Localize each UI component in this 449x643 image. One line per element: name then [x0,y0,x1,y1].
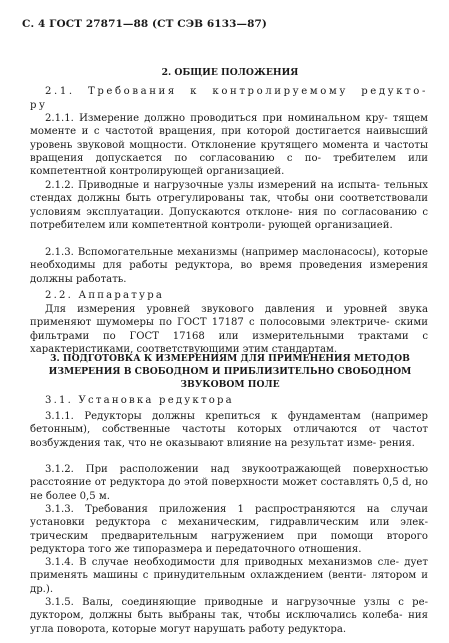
subsection-3-1-title: 3.1. Установка редуктора [45,395,234,406]
section-2-title: 2. ОБЩИЕ ПОЛОЖЕНИЯ [161,67,299,78]
section-3-title-line-1: 3. ПОДГОТОВКА К ИЗМЕРЕНИЯМ ДЛЯ ПРИМЕНЕНИЯ МЕТОДОВ [50,353,410,364]
paragraph-3-1-4: 3.1.4. В случае необходимости для приводных механизмов сле- дует применять машины с принудительным охлаждением (венти- лятором и др.). [30,557,428,595]
paragraph-3-1-1: 3.1.1. Редукторы должны крепиться к фундаментам (например бетонным), собственные частоты которых отличаются от частот возбуждения так, что не оказывают влияние на результат изме- рения. [30,411,428,449]
paragraph-3-1-2: 3.1.2. При расположении над звукоотражающей поверхностью расстояние от редуктора до этой поверхности может составлять 0,5 d, но не более 0,5 м. [30,464,428,502]
paragraph-3-1-5: 3.1.5. Валы, соединяющие приводные и нагрузочные узлы с ре- дуктором, должны быть выбраны так, чтобы исключались колеба- ния угла поворота, которые могут нарушать работу редуктора. [30,597,428,635]
paragraph-3-1-3: 3.1.3. Требования приложения 1 распространяются на случаи установки редуктора с механическим, гидравлическим или элек- трическим предварительным нагружением при помощи второго редуктора того же типоразмера и передаточного отношения. [30,504,428,555]
paragraph-2-2: Для измерения уровней звукового давления и уровней звука применяют шумомеры по ГОСТ 17187 с полосовыми электриче- скими фильтрами по ГОСТ 17168 или измерительными трактами с характеристиками, соответствующими этим стандартам. [30,304,428,355]
subsection-2-1-title: 2.1. Требования к контролируемому редукто- [45,86,428,97]
page-header: С. 4 ГОСТ 27871—88 (СТ СЭВ 6133—87) [22,18,267,30]
paragraph-2-1-1: 2.1.1. Измерение должно проводиться при номинальном кру- тящем моменте и с частотой вращения, при которой достигается наивысший уровень звуковой мощности. Отклонение крутящего момента и частоты вращения допускается по согласованию с по- требителем или компетентной контролирующей организацией. [30,113,428,178]
paragraph-2-1-3: 2.1.3. Вспомогательные механизмы (например маслонасосы), которые необходимы для работы редуктора, во время проведения измерения должны работать. [30,247,428,285]
section-3-title-line-3: ЗВУКОВОМ ПОЛЕ [180,379,280,390]
section-3-title-line-2: ИЗМЕРЕНИЯ В СВОБОДНОМ И ПРИБЛИЗИТЕЛЬНО СВОБОДНОМ [48,366,412,377]
subsection-2-2-title: 2.2. Аппаратура [45,290,165,301]
paragraph-2-1-2: 2.1.2. Приводные и нагрузочные узлы измерений на испыта- тельных стендах должны быть отрегулированы так, чтобы они соответствовали условиям эксплуатации. Допускаются отклоне- ния по согласованию с потребителем или компетентной контроли- рующей организацией. [30,180,428,231]
subsection-2-1-title-cont: ру [30,100,48,111]
